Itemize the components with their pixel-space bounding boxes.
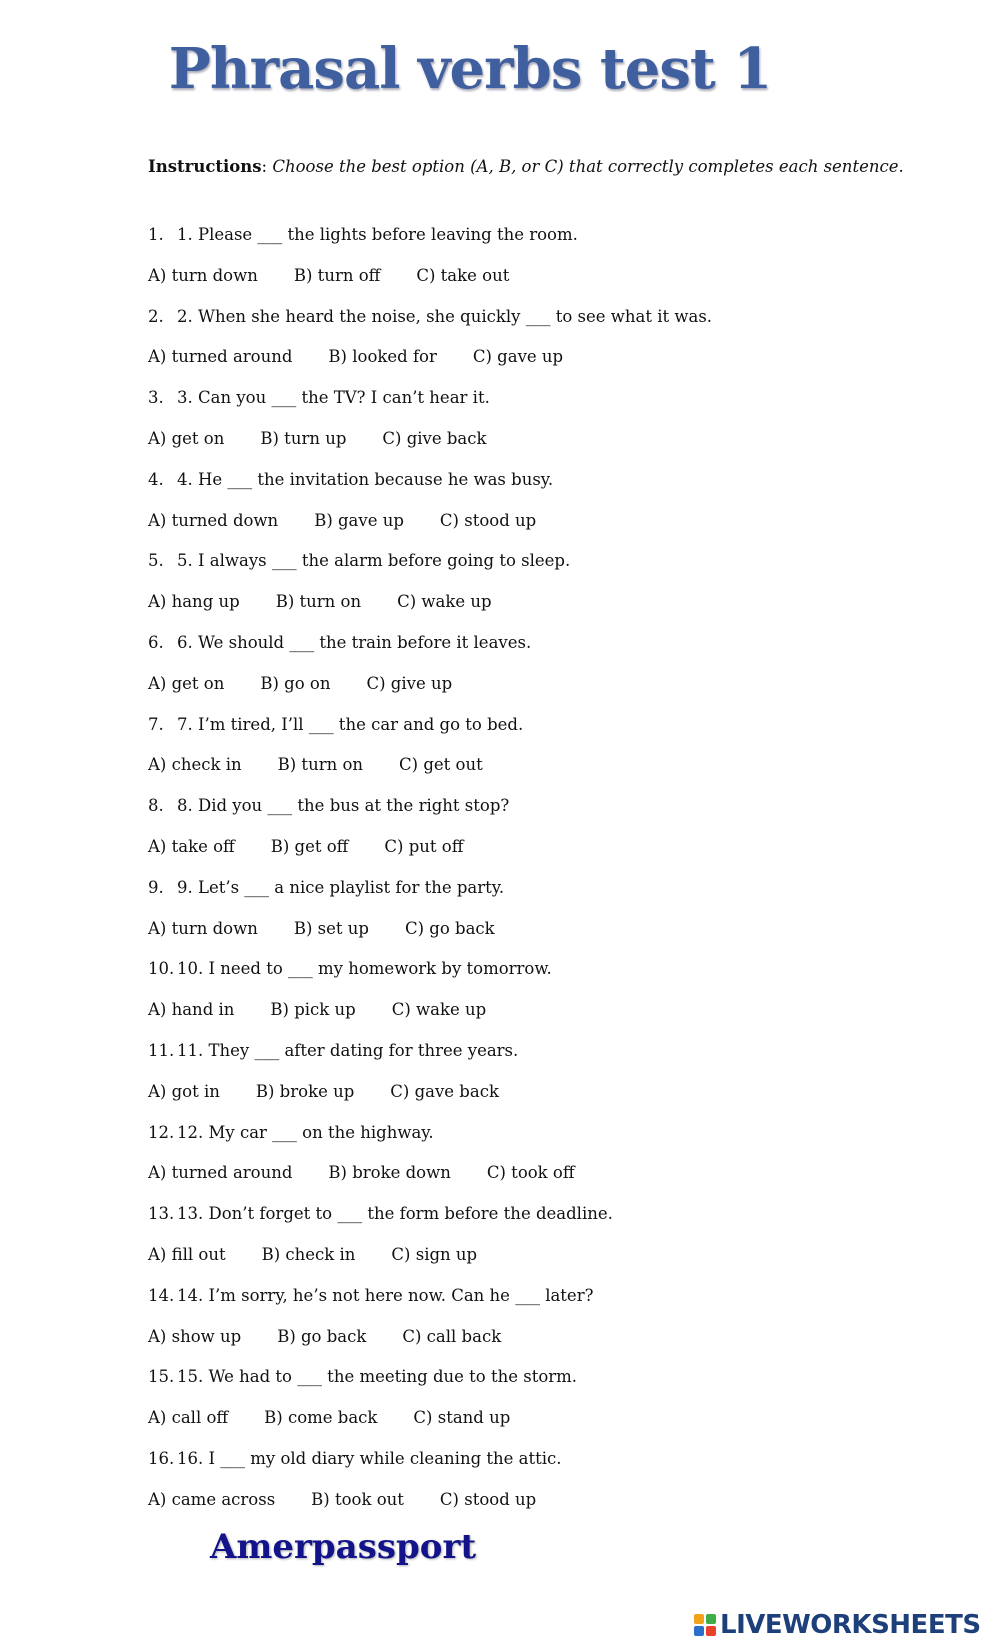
question-number: 10. <box>148 959 175 979</box>
answer-option[interactable]: C) stood up <box>439 510 537 530</box>
answer-option[interactable]: A) take off <box>148 836 235 856</box>
answer-option[interactable]: A) came across <box>148 1489 276 1509</box>
instructions <box>148 157 904 176</box>
question-item <box>148 1281 968 1363</box>
answer-option[interactable]: B) broke down <box>328 1163 451 1183</box>
answer-options <box>148 1158 968 1199</box>
question-number: 14. <box>148 1285 175 1305</box>
instructions-label: Instructions <box>148 157 262 176</box>
answer-option[interactable]: A) hand in <box>148 1000 235 1020</box>
answer-option[interactable]: B) set up <box>293 918 369 938</box>
question-item <box>148 220 968 302</box>
answer-option[interactable]: A) turned down <box>148 510 279 530</box>
answer-option[interactable]: C) sign up <box>391 1244 478 1264</box>
answer-options <box>148 506 968 547</box>
answer-option[interactable]: A) call off <box>148 1408 229 1428</box>
question-item <box>148 383 968 465</box>
answer-option[interactable]: A) hang up <box>148 592 240 612</box>
answer-option[interactable]: B) looked for <box>328 347 437 367</box>
answer-options <box>148 1403 968 1444</box>
question-item <box>148 1199 968 1281</box>
question-line <box>148 546 968 587</box>
question-text: 6. We should ___ the train before it leaves. <box>177 632 532 652</box>
answer-options <box>148 424 968 465</box>
answer-option[interactable]: B) come back <box>264 1408 378 1428</box>
question-line <box>148 710 968 751</box>
answer-option[interactable]: A) turn down <box>148 918 258 938</box>
liveworksheets-logo-icon <box>694 1614 716 1636</box>
answer-options <box>148 750 968 791</box>
question-number: 6. <box>148 632 164 652</box>
answer-option[interactable]: C) get out <box>399 755 483 775</box>
logo-tile <box>706 1626 716 1636</box>
answer-option[interactable]: C) wake up <box>397 592 492 612</box>
question-text: 15. We had to ___ the meeting due to the storm. <box>177 1367 578 1387</box>
answer-option[interactable]: A) show up <box>148 1326 242 1346</box>
logo-tile <box>706 1614 716 1624</box>
question-text: 4. He ___ the invitation because he was busy. <box>177 469 554 489</box>
answer-options <box>148 587 968 628</box>
question-line <box>148 1118 968 1159</box>
question-text: 7. I’m tired, I’ll ___ the car and go to bed. <box>177 714 524 734</box>
answer-option[interactable]: A) get on <box>148 428 225 448</box>
question-number: 4. <box>148 469 164 489</box>
answer-option[interactable]: C) put off <box>384 836 464 856</box>
question-line <box>148 954 968 995</box>
question-item <box>148 1036 968 1118</box>
answer-option[interactable]: C) gave back <box>390 1081 499 1101</box>
answer-options <box>148 261 968 302</box>
question-text: 10. I need to ___ my homework by tomorrow. <box>177 959 552 979</box>
answer-option[interactable]: B) go back <box>277 1326 367 1346</box>
instructions-separator: : <box>261 157 273 176</box>
question-number: 1. <box>148 225 164 244</box>
logo-tile <box>694 1614 704 1624</box>
question-line <box>148 465 968 506</box>
answer-option[interactable]: A) turned around <box>148 1163 293 1183</box>
instructions-text: Choose the best option (A, B, or C) that correctly completes each sentence. <box>272 157 904 176</box>
question-item <box>148 628 968 710</box>
answer-option[interactable]: B) go on <box>260 673 331 693</box>
question-text: 5. I always ___ the alarm before going to sleep. <box>177 551 571 571</box>
question-number: 11. <box>148 1040 175 1060</box>
question-text: 11. They ___ after dating for three years. <box>177 1040 519 1060</box>
question-number: 9. <box>148 877 164 897</box>
question-text: 16. I ___ my old diary while cleaning the attic. <box>177 1448 562 1468</box>
answer-option[interactable]: A) fill out <box>148 1244 226 1264</box>
question-item <box>148 791 968 873</box>
liveworksheets-logo-text: LIVEWORKSHEETS <box>720 1610 981 1640</box>
question-number: 13. <box>148 1204 175 1224</box>
question-line <box>148 1362 968 1403</box>
question-text: 9. Let’s ___ a nice playlist for the party. <box>177 877 505 897</box>
brand-name: Amerpassport <box>210 1527 477 1567</box>
question-number: 3. <box>148 388 164 408</box>
answer-option[interactable]: B) turn off <box>293 265 381 285</box>
answer-option[interactable]: C) stood up <box>439 1489 537 1509</box>
answer-option[interactable]: C) took off <box>486 1163 575 1183</box>
question-number: 8. <box>148 796 164 816</box>
answer-option[interactable]: B) took out <box>311 1489 404 1509</box>
question-number: 5. <box>148 551 164 571</box>
question-line <box>148 873 968 914</box>
question-line <box>148 220 968 261</box>
question-text: 3. Can you ___ the TV? I can’t hear it. <box>177 388 490 408</box>
question-item <box>148 1118 968 1200</box>
question-item <box>148 710 968 792</box>
question-item <box>148 546 968 628</box>
question-number: 15. <box>148 1367 175 1387</box>
question-line <box>148 628 968 669</box>
answer-option[interactable]: B) turn up <box>260 428 347 448</box>
question-text: 1. Please ___ the lights before leaving the room. <box>177 225 578 244</box>
answer-option[interactable]: C) give up <box>366 673 453 693</box>
question-item <box>148 302 968 384</box>
question-line <box>148 302 968 343</box>
answer-option[interactable]: B) check in <box>261 1244 356 1264</box>
question-text: 13. Don’t forget to ___ the form before the deadline. <box>177 1204 613 1224</box>
answer-options <box>148 914 968 955</box>
question-list <box>148 220 968 1526</box>
answer-options <box>148 995 968 1036</box>
answer-options <box>148 1322 968 1363</box>
answer-option[interactable]: B) turn on <box>277 755 364 775</box>
page-title: Phrasal verbs test 1 <box>168 36 772 102</box>
answer-option[interactable]: A) turn down <box>148 265 258 285</box>
question-text: 12. My car ___ on the highway. <box>177 1122 434 1142</box>
answer-option[interactable]: C) give back <box>382 428 487 448</box>
answer-option[interactable]: A) get on <box>148 673 225 693</box>
answer-options <box>148 1240 968 1281</box>
answer-option[interactable]: C) stand up <box>413 1408 511 1428</box>
answer-option[interactable]: B) gave up <box>314 510 404 530</box>
question-number: 12. <box>148 1122 175 1142</box>
answer-options <box>148 669 968 710</box>
question-item <box>148 954 968 1036</box>
answer-options <box>148 832 968 873</box>
question-text: 2. When she heard the noise, she quickly ___ to see what it was. <box>177 306 713 326</box>
question-number: 7. <box>148 714 164 734</box>
answer-option[interactable]: A) turned around <box>148 347 293 367</box>
question-number: 16. <box>148 1448 175 1468</box>
question-line <box>148 383 968 424</box>
question-text: 14. I’m sorry, he’s not here now. Can he ___ later? <box>177 1285 594 1305</box>
question-line <box>148 1281 968 1322</box>
answer-option[interactable]: B) get off <box>270 836 349 856</box>
question-line <box>148 1444 968 1485</box>
question-line <box>148 1199 968 1240</box>
question-line <box>148 1036 968 1077</box>
question-item <box>148 1444 968 1526</box>
answer-option[interactable]: A) got in <box>148 1081 220 1101</box>
question-item <box>148 873 968 955</box>
answer-options <box>148 342 968 383</box>
answer-option[interactable]: A) check in <box>148 755 242 775</box>
answer-option[interactable]: C) wake up <box>391 1000 487 1020</box>
question-item <box>148 465 968 547</box>
answer-options <box>148 1485 968 1526</box>
answer-option[interactable]: C) call back <box>402 1326 502 1346</box>
question-item <box>148 1362 968 1444</box>
question-number: 2. <box>148 306 164 326</box>
answer-option[interactable]: C) gave up <box>472 347 564 367</box>
answer-option[interactable]: B) pick up <box>270 1000 356 1020</box>
answer-option[interactable]: C) go back <box>404 918 495 938</box>
question-text: 8. Did you ___ the bus at the right stop? <box>177 796 510 816</box>
answer-option[interactable]: C) take out <box>416 265 510 285</box>
answer-option[interactable]: B) turn on <box>275 592 362 612</box>
answer-option[interactable]: B) broke up <box>255 1081 355 1101</box>
liveworksheets-logo[interactable] <box>694 1610 981 1640</box>
question-line <box>148 791 968 832</box>
logo-tile <box>694 1626 704 1636</box>
answer-options <box>148 1077 968 1118</box>
